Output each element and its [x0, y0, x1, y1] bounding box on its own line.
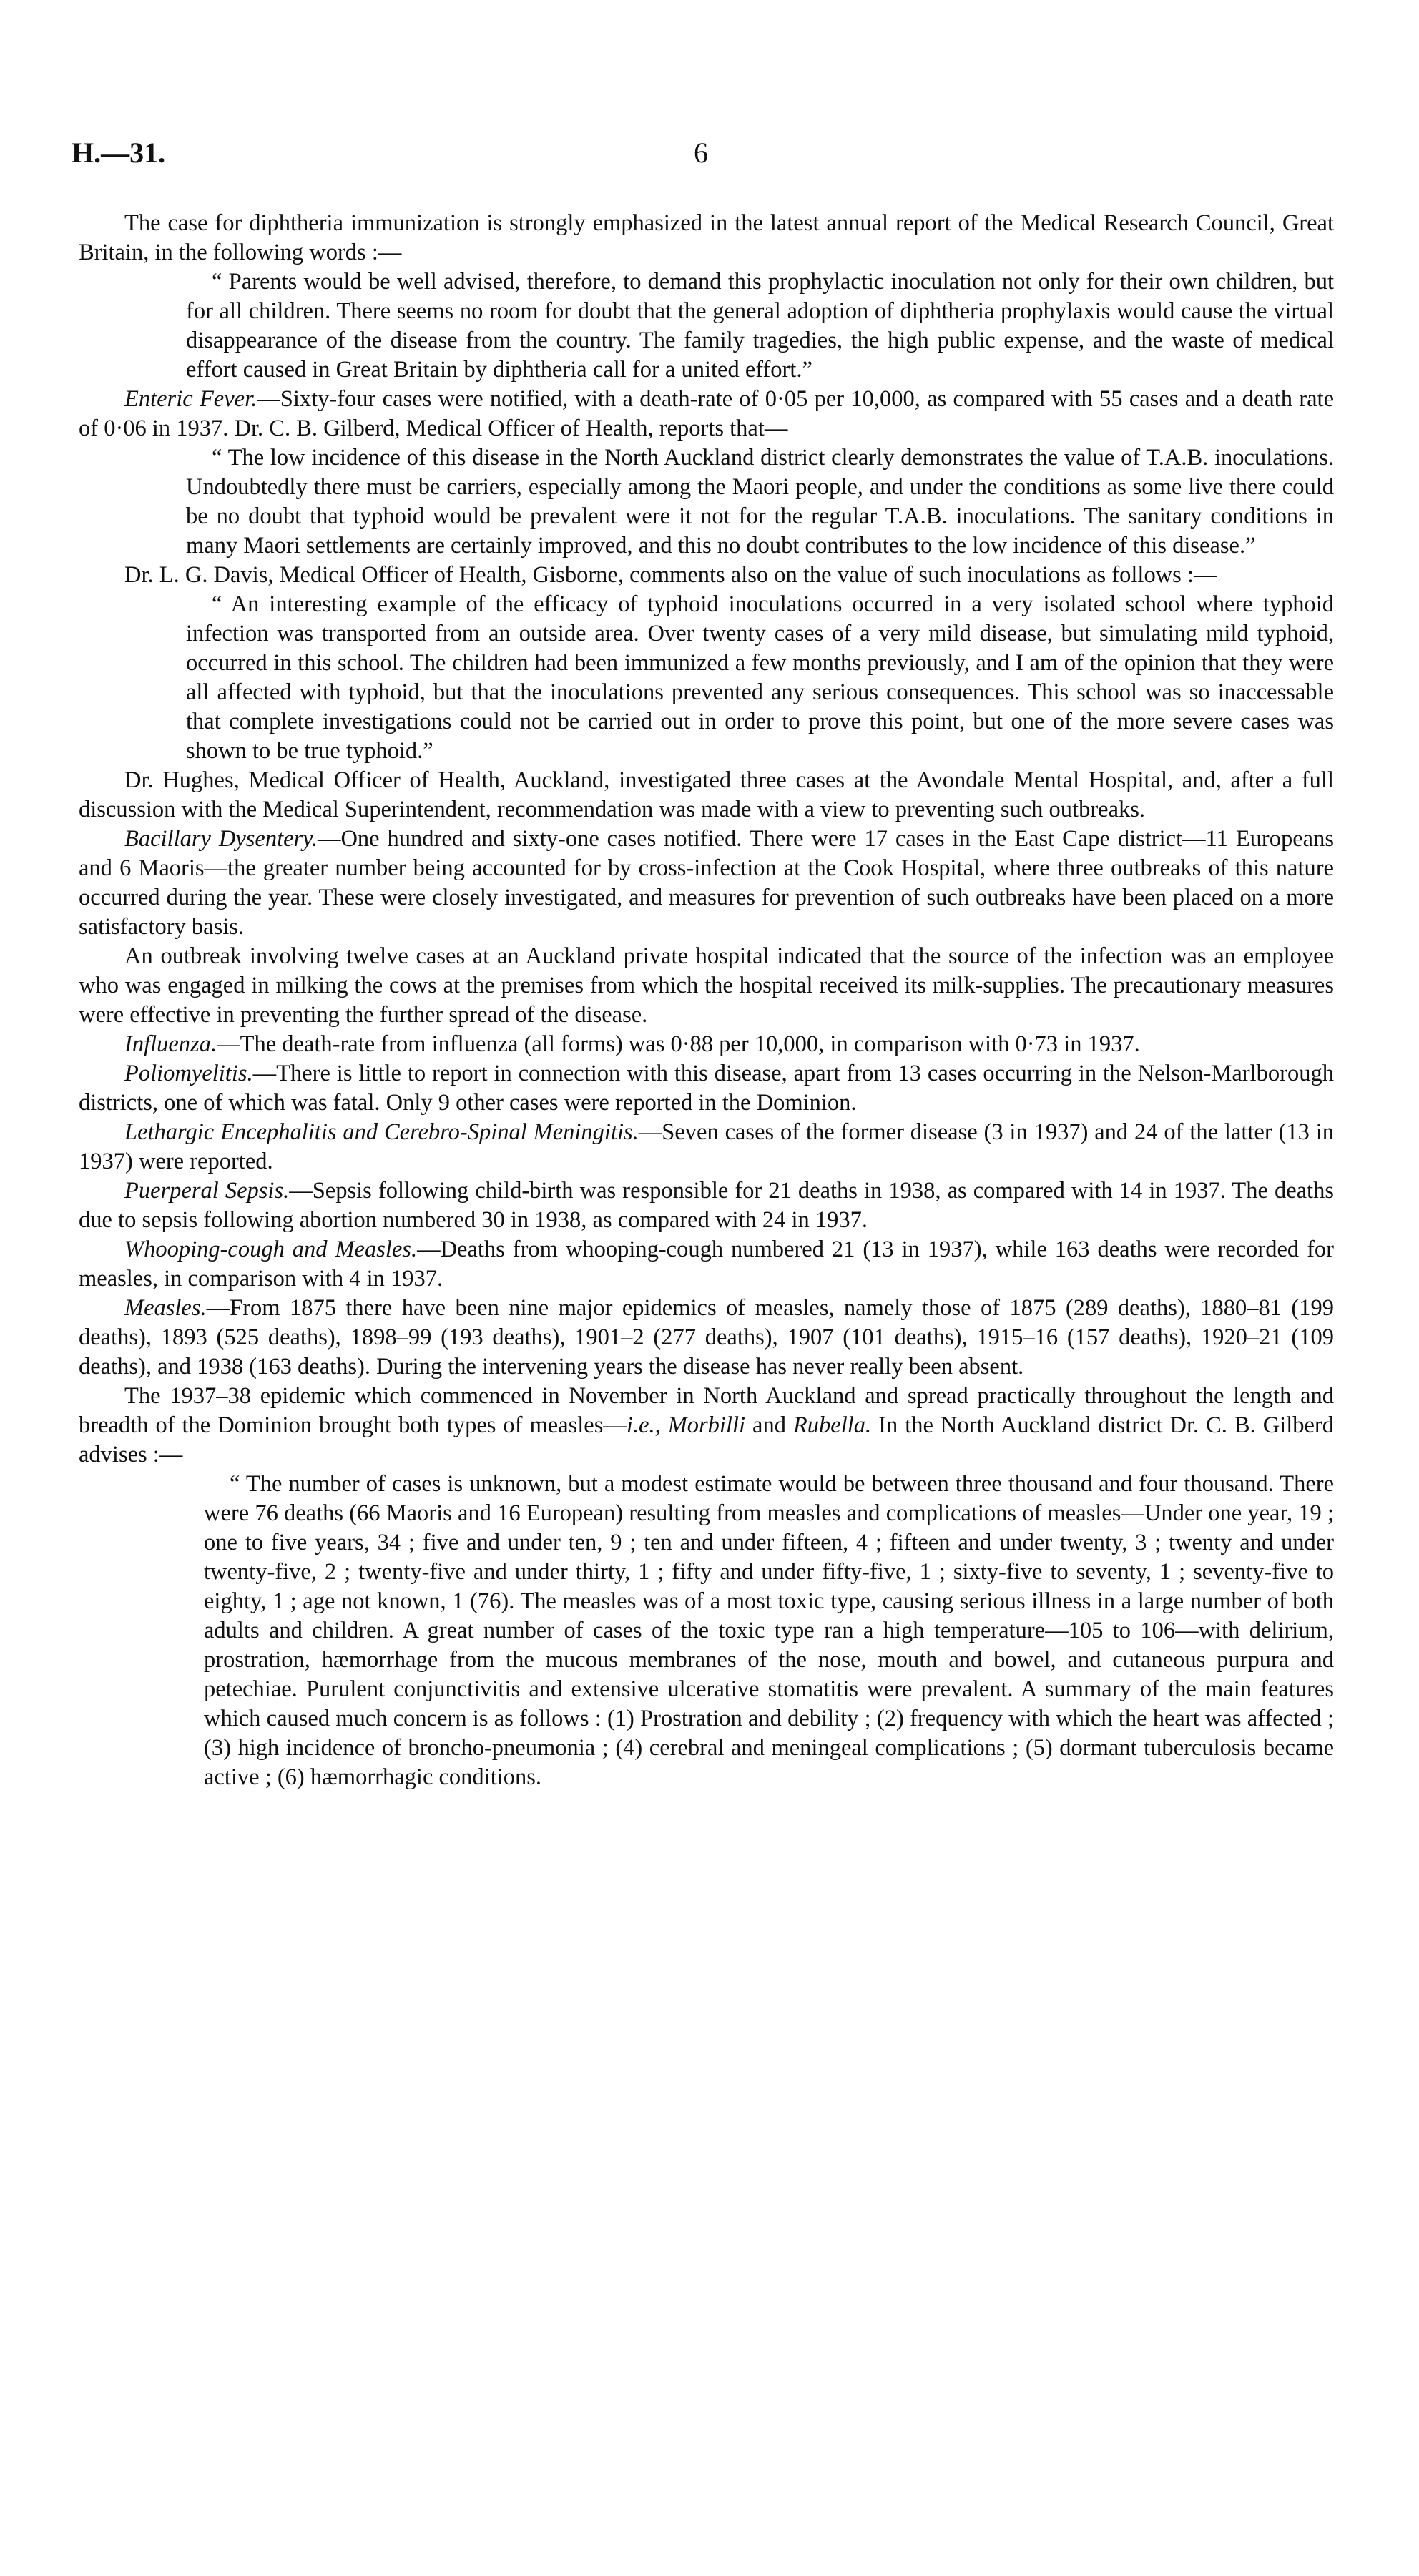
heading-encephalitis: Lethargic Encephalitis and Cerebro-Spinal Meningitis. [124, 1119, 639, 1145]
paragraph-epidemic [79, 1382, 1334, 1470]
paragraph-whooping-cough [79, 1235, 1334, 1294]
text-epidemic-a: The 1937–38 epidemic which commenced in November in North Auckland and spread practically throughout the length and breadth of the Dominion brought both types of measles— [79, 1383, 1334, 1438]
body-text [79, 209, 1334, 1792]
paragraph-bacillary-dysentery [79, 825, 1334, 942]
paragraph-poliomyelitis [79, 1059, 1334, 1118]
heading-enteric-fever: Enteric Fever. [124, 386, 257, 412]
paragraph-hughes: Dr. Hughes, Medical Officer of Health, Auckland, investigated three cases at the Avondale Mental Hospital, and, after a full discussion with the Medical Superintendent, recommendation was made with a view to preventing such outbreaks. [79, 767, 1334, 822]
paragraph-puerperal-sepsis [79, 1176, 1334, 1235]
document-reference: H.—31. [72, 137, 166, 169]
paragraph-enteric-fever [79, 385, 1334, 443]
text-bacillary-dysentery: —One hundred and sixty-one cases notified. There were 17 cases in the East Cape district—11 Europeans and 6 Maoris—the greater number being accounted for by cross-infection at the Cook Hospital, where three outbreaks of this nature occurred during the year. These were closely investigated, and measures for prevention of such outbreaks have been placed on a more satisfactory basis. [79, 826, 1334, 940]
text-enteric-fever: —Sixty-four cases were notified, with a death-rate of 0·05 per 10,000, as compared with 55 cases and a death rate of 0·06 in 1937. Dr. C. B. Gilberd, Medical Officer of Health, reports that— [79, 386, 1334, 441]
paragraph-davis: Dr. L. G. Davis, Medical Officer of Health, Gisborne, comments also on the value of such inoculations as follows :— [124, 562, 1217, 588]
paragraph-outbreak: An outbreak involving twelve cases at an Auckland private hospital indicated that the source of the infection was an employee who was engaged in milking the cows at the premises from which the hospital received its milk-supplies. The precautionary measures were effective in preventing the further spread of the disease. [79, 943, 1334, 1028]
text-epidemic-rubella: Rubella. [792, 1412, 872, 1438]
quote-gilberd-measles: “ The number of cases is unknown, but a modest estimate would be between three thousand and four thousand. There were 76 deaths (66 Maoris and 16 European) resulting from measles and complications of measles—Under one year, 19 ; one to five years, 34 ; five and under ten, 9 ; ten and under fifteen, 4 ; fifteen and under twenty, 3 ; twenty and under twenty-five, 2 ; twenty-five and under thirty, 1 ; fifty and under fifty-five, 1 ; sixty-five to seventy, 1 ; seventy-five to eighty, 1 ; age not known, 1 (76). The measles was of a most toxic type, causing serious illness in a large number of both adults and children. A great number of cases of the toxic type ran a high temperature—105 to 106—with delirium, prostration, hæmorrhage from the mucous membranes of the nose, mouth and bowel, and cutaneous purpura and petechiae. Purulent conjunctivitis and extensive ulcerative stomatitis were prevalent. A summary of the main features which caused much concern is as follows : (1) Prostration and debility ; (2) frequency with which the heart was affected ; (3) high incidence of broncho-pneumonia ; (4) cerebral and meningeal complications ; (5) dormant tuberculosis became active ; (6) hæmorrhagic conditions. [204, 1471, 1334, 1790]
text-measles: —From 1875 there have been nine major epidemics of measles, namely those of 1875 (289 deaths), 1880–81 (199 deaths), 1893 (525 deaths), 1898–99 (193 deaths), 1901–2 (277 deaths), 1907 (101 deaths), 1915–16 (157 deaths), 1920–21 (109 deaths), and 1938 (163 deaths). During the intervening years the disease has never really been absent. [79, 1295, 1334, 1380]
paragraph-encephalitis [79, 1118, 1334, 1176]
quote-davis-inoculations: “ An interesting example of the efficacy of typhoid inoculations occurred in a very isolated school where typhoid infection was transported from an outside area. Over twenty cases of a very mild disease, but simulating mild typhoid, occurred in this school. The children had been immunized a few months previously, and I am of the opinion that they were all affected with typhoid, but that the inoculations prevented any serious consequences. This school was so inaccessable that complete investigations could not be carried out in order to prove this point, but one of the more severe cases was shown to be true typhoid.” [186, 591, 1334, 764]
heading-poliomyelitis: Poliomyelitis. [124, 1061, 253, 1086]
heading-whooping-cough: Whooping-cough and Measles. [124, 1237, 418, 1262]
quote-medical-research-council: “ Parents would be well advised, therefore, to demand this prophylactic inoculation not only for their own children, but for all children. There seems no room for doubt that the general adoption of diphtheria prophylaxis would cause the virtual disappearance of the disease from the country. The family tragedies, the high public expense, and the waste of medical effort caused in Great Britain by diphtheria call for a united effort.” [186, 269, 1334, 383]
text-puerperal-sepsis: —Sepsis following child-birth was responsible for 21 deaths in 1938, as compared with 14 in 1937. The deaths due to sepsis following abortion numbered 30 in 1938, as compared with 24 in 1937. [79, 1178, 1334, 1233]
text-epidemic-b: In the North Auckland district Dr. C. B. Gilberd advises :— [79, 1412, 1334, 1468]
heading-puerperal-sepsis: Puerperal Sepsis. [124, 1178, 290, 1204]
text-epidemic-ie: i.e., Morbilli [626, 1412, 746, 1438]
text-epidemic-and: and [745, 1412, 793, 1438]
text-whooping-cough: —Deaths from whooping-cough numbered 21 (13 in 1937), while 163 deaths were recorded for measles, in comparison with 4 in 1937. [79, 1237, 1334, 1292]
text-encephalitis: —Seven cases of the former disease (3 in 1937) and 24 of the latter (13 in 1937) were reported. [79, 1119, 1334, 1174]
heading-measles: Measles. [124, 1295, 207, 1321]
page-header [72, 136, 1359, 179]
page-number: 6 [694, 137, 708, 169]
quote-gilberd-typhoid: “ The low incidence of this disease in the North Auckland district clearly demonstrates the value of T.A.B. inoculations. Undoubtedly there must be carriers, especially among the Maori people, and under the conditions as some live there could be no doubt that typhoid would be prevalent were it not for the regular T.A.B. inoculations. The sanitary conditions in many Maori settlements are certainly improved, and this no doubt contributes to the low incidence of this disease.” [186, 445, 1334, 559]
paragraph-diphtheria: The case for diphtheria immunization is strongly emphasized in the latest annual report of the Medical Research Council, Great Britain, in the following words :— [79, 210, 1334, 265]
text-influenza: —The death-rate from influenza (all forms) was 0·88 per 10,000, in comparison with 0·73 in 1937. [217, 1031, 1140, 1057]
paragraph-influenza [79, 1030, 1334, 1059]
paragraph-measles [79, 1294, 1334, 1382]
heading-bacillary-dysentery: Bacillary Dysentery. [124, 826, 318, 852]
text-poliomyelitis: —There is little to report in connection with this disease, apart from 13 cases occurring in the Nelson-Marlborough districts, one of which was fatal. Only 9 other cases were reported in the Dominion. [79, 1061, 1334, 1116]
heading-influenza: Influenza. [124, 1031, 217, 1057]
